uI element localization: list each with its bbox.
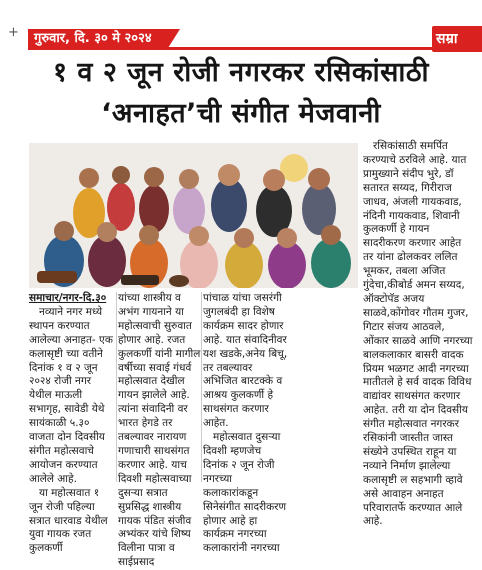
headline-line-1: १ व २ जून रोजी नगरकर रसिकांसाठी xyxy=(52,57,430,88)
article-right-column xyxy=(363,140,473,529)
column-1-paragraph-2: या महोत्सवात १ जून रोजी पहिल्या सत्रात धारवाड येथील युवा गायक रजत कुलकर्णी xyxy=(29,486,108,555)
crosshair-icon: + xyxy=(8,25,19,40)
header-rule xyxy=(28,47,438,50)
byline: समाचार/नगर-दि.३० xyxy=(29,292,107,304)
article-column-3 xyxy=(203,292,288,556)
headline-line-2: ‘अनाहत’ची संगीत मेजवानी xyxy=(101,98,381,129)
column-2-paragraph: यांच्या शास्त्रीय व अभंग गायनाने या महोत्सवाची सुरुवात होणार आहे. रजत कुलकर्णी यांनी मागील वर्षीच्या सवाई गंधर्व महोत्सवात देखील गायन झालेले आहे. त्यांना संवादिनी वर भारत हेगडे तर तबल्यावर नारायण गणाचारी साथसंगत करणार आहे. याच दिवशी महोत्सवाच्या दुसऱ्या सत्रात सुप्रसिद्ध शास्त्रीय गायक पंडित संजीव अभ्यंकर यांचे शिष्य विलीना पात्रा व साईप्रसाद xyxy=(118,292,201,569)
musicians-group-photo xyxy=(29,143,358,288)
article-column-2 xyxy=(118,292,201,570)
column-3-paragraph-1: पांचाळ यांचा जसरंगी जुगलबंदी हा विशेष कार्यक्रम सादर होणार आहे. यात संवादिनीवर यश खडके,अनेय बिचू, तर तबल्यावर अभिजित बारटक्के व आश्रय कुलकर्णी हे साथसंगत करणार आहेत. xyxy=(203,292,288,430)
column-1-paragraph-1: नव्याने नगर मध्ये स्थापन करण्यात आलेल्या अनाहत- एक कलासृष्टी च्या वतीने दिनांक १ व २ जून २०२४ रोजी नगर येथील माऊली सभागृह, सावेडी येथे सायंकाळी ५.३० वाजता दोन दिवसीय संगीत महोत्सवाचे आयोजन करण्यात आलेले आहे. xyxy=(29,305,113,485)
date-banner: गुरुवार, दि. ३० मे २०२४ xyxy=(28,29,168,48)
musicians-illustration xyxy=(29,143,358,288)
article-column-1 xyxy=(29,292,114,556)
column-divider xyxy=(201,292,202,482)
right-column-text: रसिकांसाठी समर्पित करण्याचे ठरविले आहे. यात प्रामुख्याने संदीप भुरे, डॉ सतारत सय्यद, गिरीराज जाधव, अंजली गायकवाड, नंदिनी गायकवाड, शिवानी कुलकर्णी हे गायन सादरीकरण करणार आहेत तर यांना ढोलकवर ललित भूमकर, तबला अजित गुंदेचा,कीबोर्ड अमन सय्यद, ऑक्टोपॅड अजय साळवे,कोंगोवर गौतम गुजर, गिटार संजय आठवले, ओंकार साळवे आणि नगरच्या बालकलाकार बासरी वादक प्रियम भळगट आदी नगरच्या मातीतले हे सर्व वादक विविध वाद्यांवर साथसंगत करणार आहेत. तरी या दोन दिवसीय संगीत महोत्सवात नगरकर रसिकांनी जास्तीत जास्त संख्येने उपस्थित राहून या नव्याने निर्माण झालेल्या कलासृष्टी ल सहभागी व्हावे असे आवाहन अनाहत परिवारातर्फे करण्यात आले आहे. xyxy=(363,140,473,528)
newspaper-logo: सम्रा xyxy=(432,26,482,52)
column-3-paragraph-2: महोत्सवात दुसऱ्या दिवशी म्हणजेच दिनांक २ जून रोजी नगरच्या कलाकारांकडून सिनेसंगीत सादरीकरण होणार आहे हा कार्यक्रम नगरच्या कलाकारांनी नगरच्या xyxy=(203,431,287,555)
date-banner-tail xyxy=(168,29,180,48)
column-divider xyxy=(116,292,117,482)
